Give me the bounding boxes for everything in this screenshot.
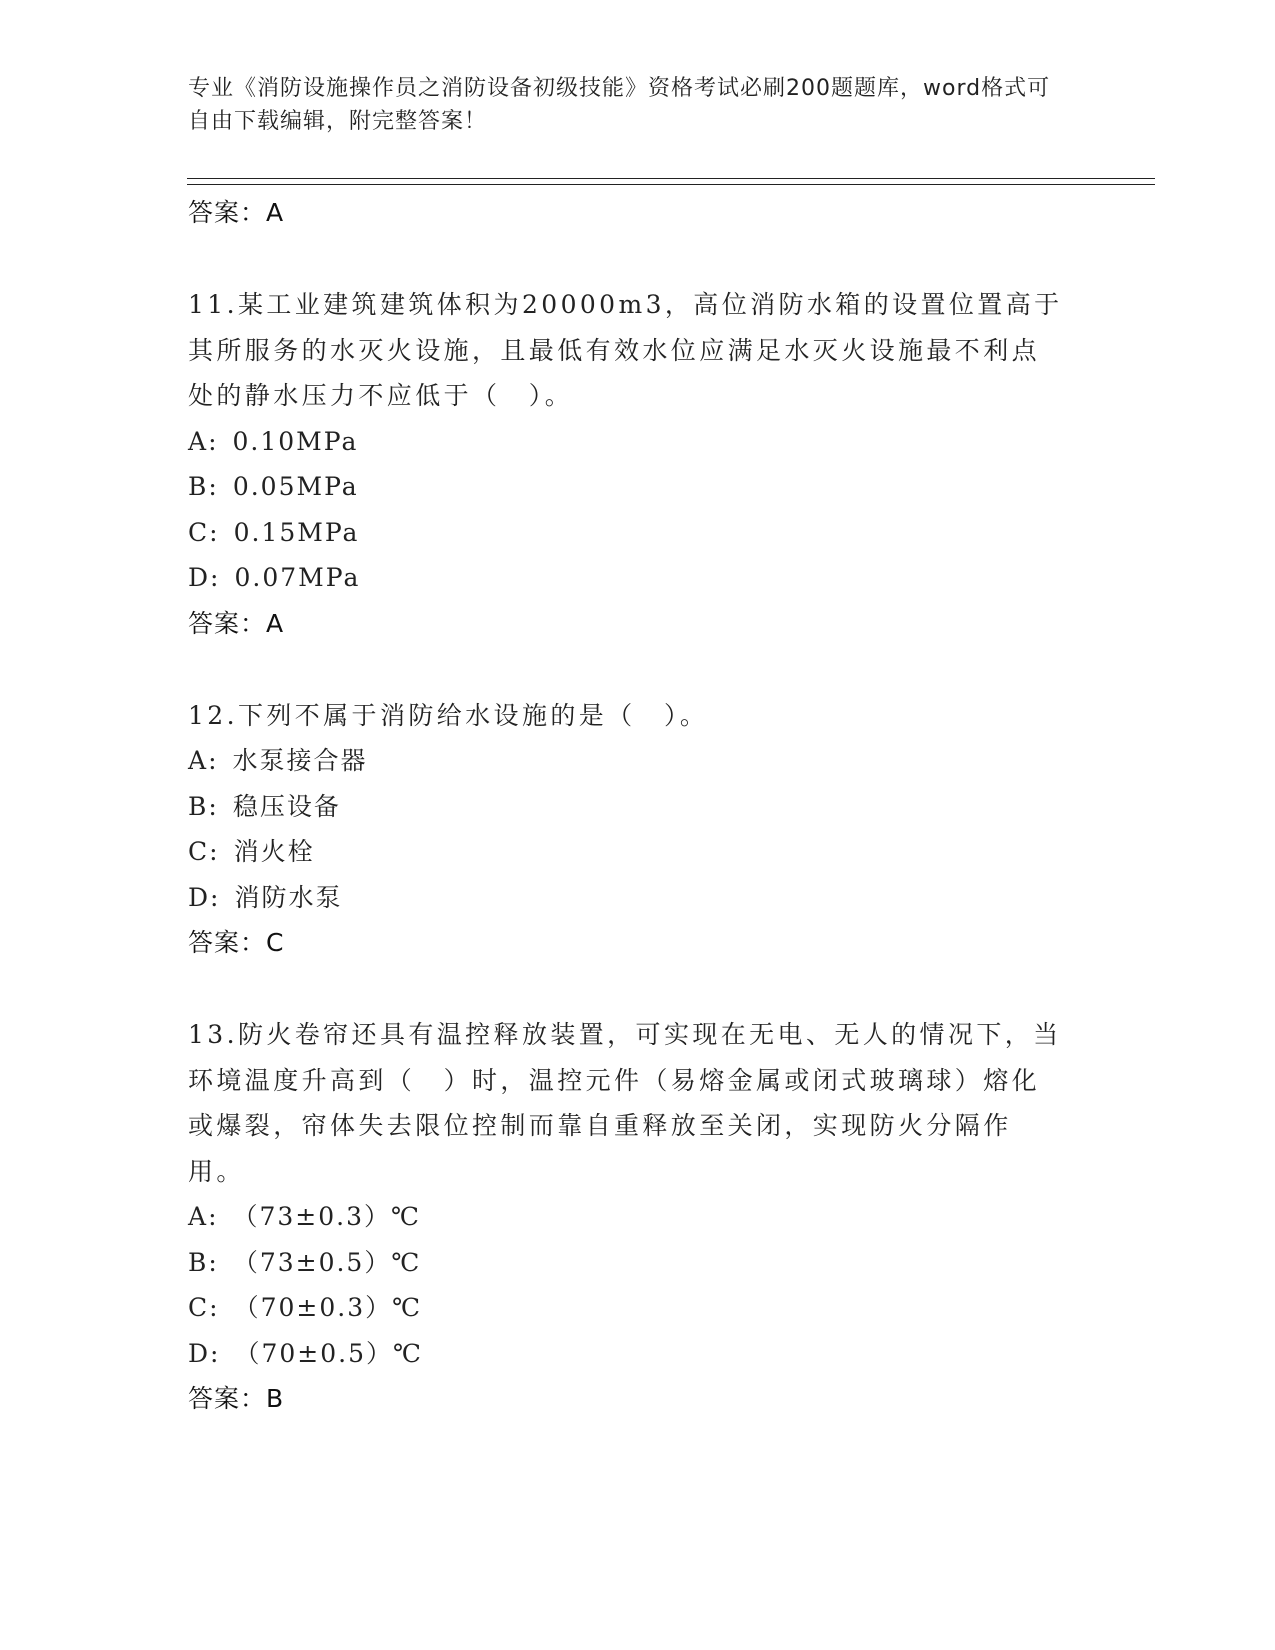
answer-value: B bbox=[266, 1384, 285, 1413]
answer-line bbox=[188, 1376, 1088, 1422]
option-letter: B bbox=[188, 1247, 209, 1277]
option-letter: B bbox=[188, 472, 209, 501]
option-text: 消火栓 bbox=[233, 837, 315, 866]
document-header: 专业《消防设施操作员之消防设备初级技能》资格考试必刷200题题库，word格式可自由下载编辑，附完整答案！ bbox=[188, 76, 1051, 134]
option-text: 0.10MPa bbox=[232, 426, 359, 456]
answer-value: A bbox=[266, 608, 285, 638]
option-letter: B bbox=[188, 791, 209, 821]
option-b: B: 0.05MPa bbox=[188, 464, 1088, 510]
header-rule-top bbox=[187, 178, 1155, 179]
answer-label: 答案： bbox=[188, 928, 267, 957]
option-c: C: 消火栓 bbox=[188, 829, 1088, 875]
option-text: 消防水泵 bbox=[234, 882, 343, 912]
option-letter: D bbox=[188, 563, 211, 592]
option-d: D: 0.07MPa bbox=[188, 555, 1088, 601]
answer-line bbox=[188, 190, 1088, 236]
answer-label: 答案： bbox=[188, 1384, 267, 1413]
option-text: （73±0.5）℃ bbox=[232, 1247, 422, 1277]
option-letter: C bbox=[188, 837, 210, 866]
option-letter: C bbox=[188, 517, 210, 547]
question-list bbox=[188, 190, 1088, 1422]
option-text: 0.05MPa bbox=[232, 472, 359, 501]
answer-label: 答案： bbox=[188, 198, 267, 227]
option-text: （73±0.3）℃ bbox=[232, 1202, 421, 1231]
option-b: B: （73±0.5）℃ bbox=[188, 1240, 1088, 1286]
option-text: 0.15MPa bbox=[233, 517, 360, 547]
option-text: 水泵接合器 bbox=[232, 746, 368, 775]
option-text: （70±0.3）℃ bbox=[233, 1293, 423, 1322]
option-text: 0.07MPa bbox=[234, 563, 361, 592]
header-rule-bottom bbox=[187, 184, 1155, 185]
option-text: 稳压设备 bbox=[232, 791, 341, 821]
option-a: A: 水泵接合器 bbox=[188, 738, 1088, 784]
option-letter: A bbox=[188, 746, 209, 775]
option-d: D: 消防水泵 bbox=[188, 875, 1088, 921]
option-text: （70±0.5）℃ bbox=[234, 1338, 423, 1368]
question-text: 12.下列不属于消防给水设施的是（ ）。 bbox=[188, 700, 709, 730]
answer-line bbox=[188, 601, 1088, 647]
option-letter: A bbox=[188, 426, 209, 456]
answer-line bbox=[188, 920, 1088, 966]
option-a: A: （73±0.3）℃ bbox=[188, 1194, 1088, 1240]
answer-value: C bbox=[266, 928, 285, 957]
option-b: B: 稳压设备 bbox=[188, 784, 1088, 830]
option-letter: A bbox=[188, 1202, 209, 1231]
option-a: A: 0.10MPa bbox=[188, 419, 1088, 465]
option-letter: C bbox=[188, 1293, 210, 1322]
option-c: C: 0.15MPa bbox=[188, 510, 1088, 556]
option-d: D: （70±0.5）℃ bbox=[188, 1331, 1088, 1377]
option-letter: D bbox=[188, 1338, 211, 1368]
question-text: 11.某工业建筑建筑体积为20000m3，高位消防水箱的设置位置高于其所服务的水灭火设施，且最低有效水位应满足水灭火设施最不利点处的静水压力不应低于（ ）。 bbox=[188, 290, 1063, 410]
question-text: 13.防火卷帘还具有温控释放装置，可实现在无电、无人的情况下，当环境温度升高到（ ）时，温控元件（易熔金属或闭式玻璃球）熔化或爆裂，帘体失去限位控制而靠自重释放至关闭，实现防火分隔作用。 bbox=[188, 1020, 1062, 1186]
option-c: C: （70±0.3）℃ bbox=[188, 1285, 1088, 1331]
answer-label: 答案： bbox=[188, 608, 267, 638]
option-letter: D bbox=[188, 882, 211, 912]
answer-value: A bbox=[266, 198, 285, 227]
